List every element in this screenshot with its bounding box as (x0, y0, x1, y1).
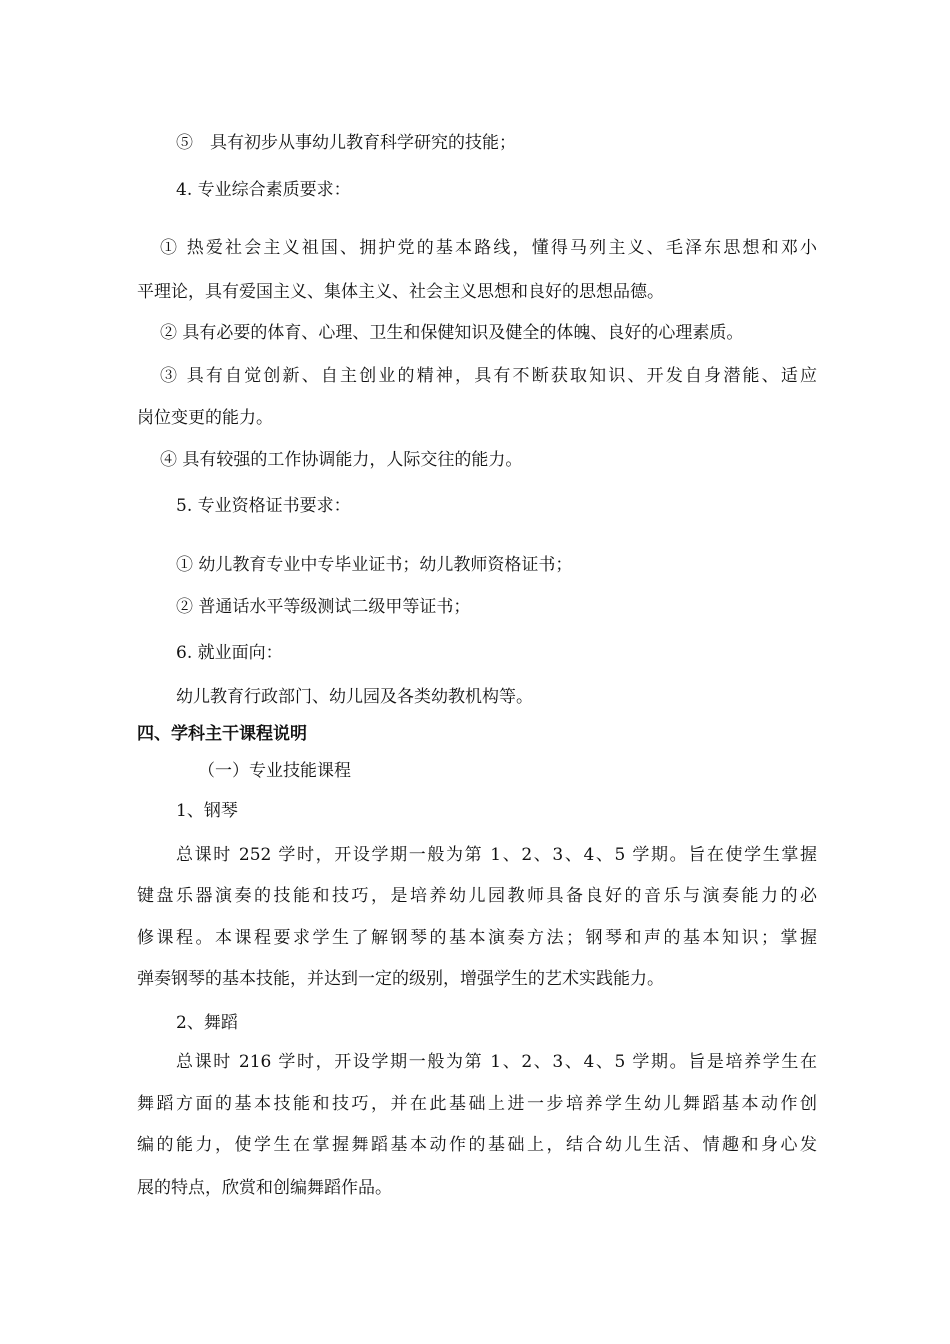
course-dance-line2: 舞蹈方面的基本技能和技巧，并在此基础上进一步培养学生幼儿舞蹈基本动作创 (137, 1094, 817, 1114)
course-title-piano: 1、钢琴 (176, 801, 238, 821)
heading-employment: 6. 就业面向： (176, 643, 283, 663)
employment-text: 幼儿教育行政部门、幼儿园及各类幼教机构等。 (176, 687, 533, 707)
course-piano-line3: 修课程。本课程要求学生了解钢琴的基本演奏方法；钢琴和声的基本知识；掌握 (137, 928, 817, 948)
item-certificate-2: ② 普通话水平等级测试二级甲等证书； (176, 597, 471, 617)
item-patriotism-line2: 平理论，具有爱国主义、集体主义、社会主义思想和良好的思想品德。 (137, 282, 664, 302)
item-coordination: ④ 具有较强的工作协调能力，人际交往的能力。 (160, 450, 523, 470)
course-dance-line3: 编的能力，使学生在掌握舞蹈基本动作的基础上，结合幼儿生活、情趣和身心发 (137, 1135, 817, 1155)
course-piano-line1: 总课时 252 学时，开设学期一般为第 1、2、3、4、5 学期。旨在使学生掌握 (176, 845, 817, 865)
heading-certificate-requirements: 5. 专业资格证书要求： (176, 496, 351, 516)
item-innovation-line1: ③ 具有自觉创新、自主创业的精神，具有不断获取知识、开发自身潜能、适应 (160, 366, 817, 386)
item-patriotism-line1: ① 热爱社会主义祖国、拥护党的基本路线，懂得马列主义、毛泽东思想和邓小 (160, 238, 817, 258)
item-physical-health: ② 具有必要的体育、心理、卫生和保健知识及健全的体魄、良好的心理素质。 (160, 323, 744, 343)
course-piano-line2: 键盘乐器演奏的技能和技巧，是培养幼儿园教师具备良好的音乐与演奏能力的必 (137, 886, 817, 906)
course-piano-line4: 弹奏钢琴的基本技能，并达到一定的级别，增强学生的艺术实践能力。 (137, 969, 664, 989)
course-dance-line4: 展的特点，欣赏和创编舞蹈作品。 (137, 1178, 392, 1198)
item-innovation-line2: 岗位变更的能力。 (137, 408, 273, 428)
course-title-dance: 2、舞蹈 (176, 1013, 238, 1033)
heading-quality-requirements: 4. 专业综合素质要求： (176, 180, 351, 200)
item-certificate-1: ① 幼儿教育专业中专毕业证书；幼儿教师资格证书； (176, 555, 573, 575)
course-dance-line1: 总课时 216 学时，开设学期一般为第 1、2、3、4、5 学期。旨是培养学生在 (176, 1052, 817, 1072)
subsection-heading-1: （一）专业技能课程 (198, 761, 351, 781)
section-heading-4: 四、学科主干课程说明 (137, 724, 307, 744)
item-research-skill: ⑤ 具有初步从事幼儿教育科学研究的技能； (176, 133, 516, 153)
